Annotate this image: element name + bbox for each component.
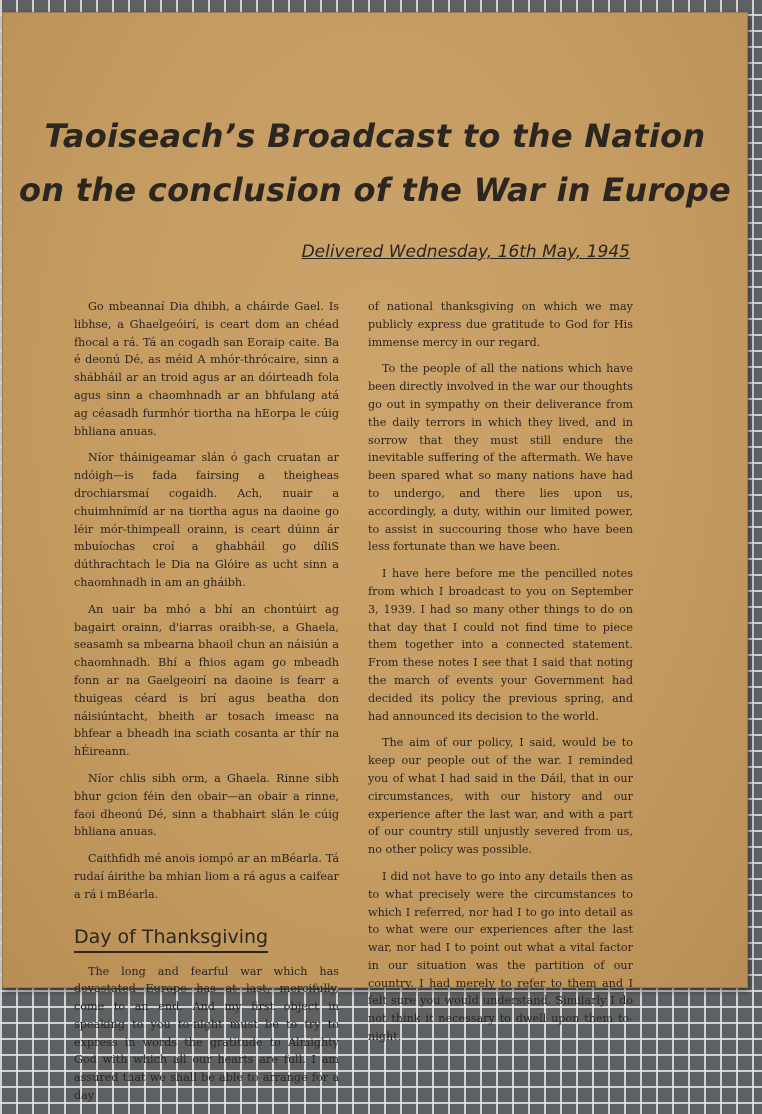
right-paragraph-3: I have here before me the pencilled notes from which I broadcast to you on September 3, 1939. I had so many other things to do on that day that I could not find time to piece them together into a connected statement. From these notes I see that I said that noting the march of events your Government had decided its policy the previous spring, and had announced its decision to the world.	[368, 567, 633, 723]
right-paragraph-2: To the people of all the nations which have been directly involved in the war our thoughts go out in sympathy on their deliverance from the daily terrors in which they lived, and in sorrow that they must still endure the inevitable suffering of the aftermath. We have been spared what so many nations have had to undergo, and there lies upon us, accordingly, a duty, within our limited power, to assist in succouring those who have been less fortunate than we have been.	[368, 362, 633, 554]
right-paragraph-5: I did not have to go into any details then as to what precisely were the circumstances to which I referred, nor had I to go into detail as to what were our experiences after the last war, nor had I to point out what a vital factor in our situation was the partition of our country. I had merely to refer to them and I felt sure you would understand. Similarly I do not think it necessary to dwell upon them to-night.	[368, 869, 633, 1044]
section-heading-thanksgiving: Day of Thanksgiving	[74, 925, 268, 953]
irish-paragraph-5: Caithfidh mé anois iompó ar an mBéarla. Tá rudaí áirithe ba mhian liom a rá agus a caifear a rá i mBéarla.	[74, 852, 339, 901]
irish-paragraph-4: Níor chlis sibh orm, a Ghaela. Rinne sibh bhur gcion féin den obair—an obair a rinne, faoi dheonú Dé, sinn a thabhairt slán le cúig bhliana anuas.	[74, 771, 339, 839]
right-paragraph-1: of national thanksgiving on which we may publicly express due gratitude to God for His immense mercy in our regard.	[368, 300, 633, 349]
irish-paragraph-3: An uair ba mhó a bhí an chontúirt ag bagairt orainn, d'iarras oraibh-se, a Ghaela, seasamh sa mbearna bhaoil chun an náisiún a chaomhnadh. Bhí a fhios agam go mbeadh fonn ar na Gaelgeoirí na daoine is fearr a thuigeas céard is brí agus beatha don náisiúntacht, bheith ar tosach imeasc na bhfear a bheadh ina sciath cosanta ar thír na hÉireann.	[74, 602, 339, 759]
left-column	[74, 298, 339, 1114]
title-line-2: on the conclusion of the War in Europe	[18, 171, 732, 209]
irish-paragraph-2: Níor tháinigeamar slán ó gach cruatan ar ndóigh—is fada fairsing a theigheas drochiarsmaí cogaidh. Ach, nuair a chuimhnímíd ar na tiortha agus na daoine go léir mór-thimpeall orainn, is ceart dúinn ár mbuíochas croí a ghabháil go díliS dúthrachtach le Dia na Glóire as ucht sinn a chaomhnadh in am an gháibh.	[74, 451, 339, 589]
english-paragraph-1: The long and fearful war which has devastated Europe has at last, mercifully, come to an end. And my first object in speaking to you to-night must be to try to express in words the gratitude to Almighty God with which all our hearts are full. I am assured that we shall be able to arrange for a day	[74, 964, 339, 1103]
document-page	[2, 12, 748, 1103]
title-line-1: Taoiseach’s Broadcast to the Nation	[44, 117, 706, 155]
delivered-date: Delivered Wednesday, 16th May, 1945	[301, 242, 630, 262]
right-column	[368, 298, 633, 1055]
right-paragraph-4: The aim of our policy, I said, would be to keep our people out of the war. I reminded you of what I had said in the Dáil, that in our circumstances, with our history and our experience after the last war, and with a part of our country still unjustly severed from us, no other policy was possible.	[368, 736, 633, 857]
irish-paragraph-1: Go mbeannaí Dia dhibh, a cháirde Gael. Is libhse, a Ghaelgeóirí, is ceart dom an chéad fhocal a rá. Tá an cogadh san Eoraip caite. Ba é deonú Dé, as méid A mhór-thrócaire, sinn a shábháil ar an troid agus ar an dóirteadh fola agus sinn a chaomhnadh ar an bhfulang atá ag céasadh furmhór tiortha na hEorpa le cúig bhliana anuas.	[74, 300, 339, 438]
